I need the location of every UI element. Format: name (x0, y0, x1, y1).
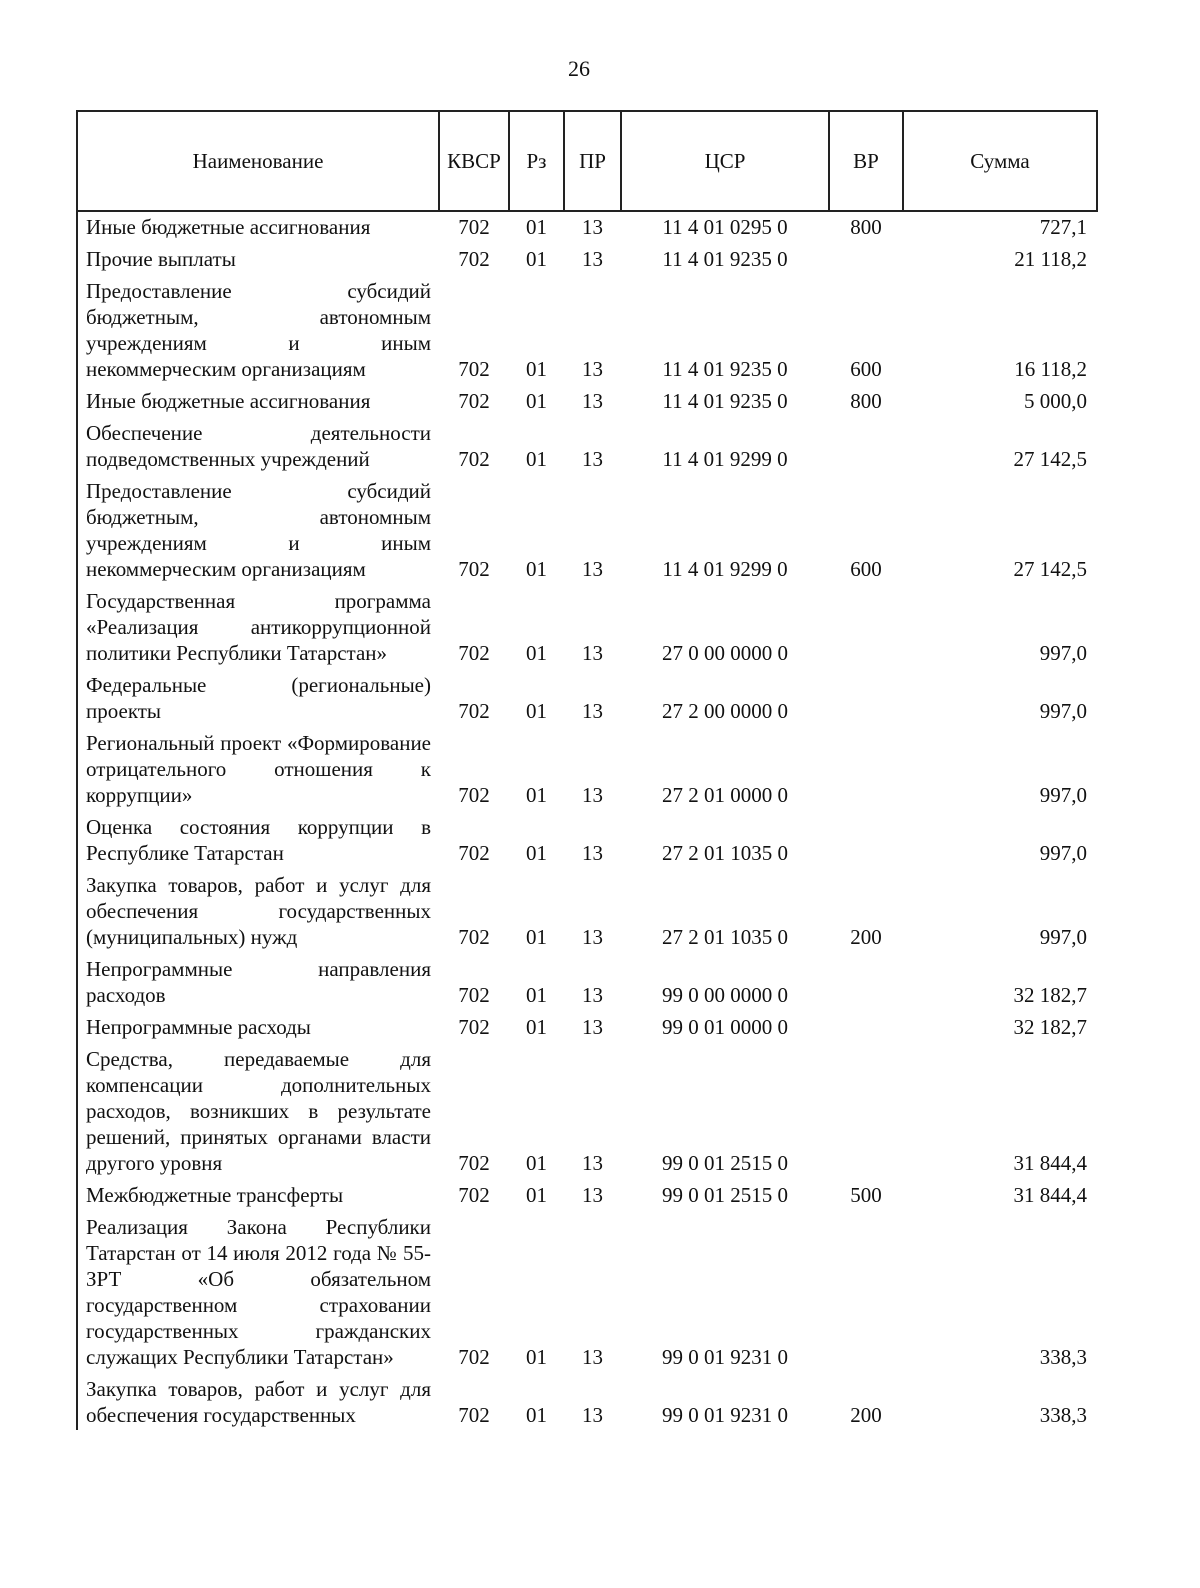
cell-rz: 01 (526, 1345, 547, 1369)
header-sum: Сумма (903, 111, 1097, 211)
cell-kvsr: 702 (458, 1403, 490, 1427)
cell-kvsr: 702 (458, 1151, 490, 1175)
cell-name: Оценка состояния коррупции в Республике Татарстан (77, 810, 439, 868)
cell-pr: 13 (582, 1345, 603, 1369)
cell-csr: 27 2 01 1035 0 (662, 925, 788, 949)
cell-sum: 32 182,7 (1013, 983, 1087, 1007)
cell-sum: 31 844,4 (1013, 1151, 1087, 1175)
cell-sum: 997,0 (1039, 841, 1087, 865)
cell-name: Закупка товаров, работ и услуг для обеспечения государственных (муниципальных) нужд (77, 868, 439, 952)
cell-csr: 11 4 01 9235 0 (662, 389, 788, 413)
table-row (77, 726, 1097, 810)
cell-vr: 600 (850, 357, 882, 381)
cell-vr (829, 1010, 903, 1042)
cell-kvsr: 702 (458, 641, 490, 665)
cell-pr: 13 (582, 557, 603, 581)
cell-pr: 13 (582, 699, 603, 723)
cell-csr: 99 0 01 0000 0 (662, 1015, 788, 1039)
cell-csr: 11 4 01 9235 0 (662, 247, 788, 271)
cell-csr: 27 0 00 0000 0 (662, 641, 788, 665)
budget-table (76, 110, 1098, 1430)
cell-vr: 200 (850, 925, 882, 949)
cell-vr (829, 668, 903, 726)
cell-pr: 13 (582, 983, 603, 1007)
cell-rz: 01 (526, 215, 547, 239)
table-row (77, 416, 1097, 474)
cell-rz: 01 (526, 641, 547, 665)
cell-vr: 800 (850, 389, 882, 413)
cell-kvsr: 702 (458, 447, 490, 471)
cell-sum: 997,0 (1039, 925, 1087, 949)
cell-rz: 01 (526, 557, 547, 581)
cell-rz: 01 (526, 1015, 547, 1039)
cell-vr (829, 584, 903, 668)
cell-rz: 01 (526, 925, 547, 949)
cell-csr: 99 0 01 2515 0 (662, 1183, 788, 1207)
table-row (77, 810, 1097, 868)
table-row (77, 868, 1097, 952)
table-row (77, 668, 1097, 726)
table-row (77, 1210, 1097, 1372)
cell-kvsr: 702 (458, 1183, 490, 1207)
cell-vr (829, 810, 903, 868)
cell-pr: 13 (582, 1151, 603, 1175)
table-body (77, 211, 1097, 1430)
table-row (77, 384, 1097, 416)
cell-pr: 13 (582, 641, 603, 665)
table-row (77, 1372, 1097, 1430)
cell-csr: 99 0 01 9231 0 (662, 1403, 788, 1427)
cell-name: Закупка товаров, работ и услуг для обеспечения государственных (77, 1372, 439, 1430)
cell-sum: 5 000,0 (1024, 389, 1087, 413)
cell-vr (829, 952, 903, 1010)
cell-vr (829, 242, 903, 274)
cell-pr: 13 (582, 783, 603, 807)
cell-kvsr: 702 (458, 841, 490, 865)
table-row (77, 1010, 1097, 1042)
cell-vr: 200 (850, 1403, 882, 1427)
cell-sum: 338,3 (1039, 1345, 1087, 1369)
cell-name: Непрограммные направления расходов (77, 952, 439, 1010)
cell-csr: 27 2 00 0000 0 (662, 699, 788, 723)
cell-sum: 16 118,2 (1014, 357, 1087, 381)
header-name: Наименование (77, 111, 439, 211)
cell-name: Государственная программа «Реализация антикоррупционной политики Республики Татарстан» (77, 584, 439, 668)
cell-kvsr: 702 (458, 699, 490, 723)
cell-vr (829, 726, 903, 810)
cell-pr: 13 (582, 1015, 603, 1039)
cell-rz: 01 (526, 1403, 547, 1427)
table-row (77, 474, 1097, 584)
cell-name: Прочие выплаты (77, 242, 439, 274)
cell-name: Иные бюджетные ассигнования (77, 384, 439, 416)
cell-rz: 01 (526, 983, 547, 1007)
cell-sum: 997,0 (1039, 641, 1087, 665)
cell-vr (829, 1210, 903, 1372)
table-row (77, 274, 1097, 384)
cell-sum: 338,3 (1039, 1403, 1087, 1427)
cell-name: Иные бюджетные ассигнования (77, 211, 439, 242)
table-row (77, 1178, 1097, 1210)
cell-vr: 500 (850, 1183, 882, 1207)
cell-pr: 13 (582, 357, 603, 381)
cell-rz: 01 (526, 699, 547, 723)
cell-csr: 11 4 01 0295 0 (662, 215, 788, 239)
cell-kvsr: 702 (458, 215, 490, 239)
cell-vr: 800 (850, 215, 882, 239)
cell-name: Средства, передаваемые для компенсации дополнительных расходов, возникших в результате решений, принятых органами власти другого уровня (77, 1042, 439, 1178)
cell-vr (829, 1042, 903, 1178)
cell-kvsr: 702 (458, 247, 490, 271)
cell-csr: 27 2 01 0000 0 (662, 783, 788, 807)
cell-rz: 01 (526, 447, 547, 471)
header-kvsr: КВСР (439, 111, 509, 211)
cell-name: Обеспечение деятельности подведомственных учреждений (77, 416, 439, 474)
cell-sum: 21 118,2 (1014, 247, 1087, 271)
cell-vr: 600 (850, 557, 882, 581)
cell-rz: 01 (526, 841, 547, 865)
cell-sum: 27 142,5 (1013, 447, 1087, 471)
cell-name: Непрограммные расходы (77, 1010, 439, 1042)
table-header (77, 111, 1097, 211)
cell-sum: 997,0 (1039, 699, 1087, 723)
cell-name: Предоставление субсидий бюджетным, автономным учреждениям и иным некоммерческим организациям (77, 474, 439, 584)
cell-sum: 727,1 (1039, 215, 1087, 239)
cell-kvsr: 702 (458, 925, 490, 949)
cell-pr: 13 (582, 1403, 603, 1427)
header-rz: Рз (509, 111, 564, 211)
cell-pr: 13 (582, 247, 603, 271)
cell-vr (829, 416, 903, 474)
cell-csr: 11 4 01 9235 0 (662, 357, 788, 381)
cell-kvsr: 702 (458, 557, 490, 581)
cell-sum: 27 142,5 (1013, 557, 1087, 581)
cell-csr: 99 0 01 2515 0 (662, 1151, 788, 1175)
cell-csr: 99 0 01 9231 0 (662, 1345, 788, 1369)
header-vr: ВР (829, 111, 903, 211)
cell-kvsr: 702 (458, 1345, 490, 1369)
cell-pr: 13 (582, 389, 603, 413)
cell-csr: 11 4 01 9299 0 (662, 447, 788, 471)
cell-csr: 27 2 01 1035 0 (662, 841, 788, 865)
table-row (77, 1042, 1097, 1178)
cell-name: Реализация Закона Республики Татарстан от 14 июля 2012 года № 55-ЗРТ «Об обязательном государственном страховании государственных гражданских служащих Республики Татарстан» (77, 1210, 439, 1372)
cell-pr: 13 (582, 447, 603, 471)
cell-kvsr: 702 (458, 983, 490, 1007)
cell-name: Межбюджетные трансферты (77, 1178, 439, 1210)
table-row (77, 242, 1097, 274)
cell-rz: 01 (526, 247, 547, 271)
cell-csr: 99 0 00 0000 0 (662, 983, 788, 1007)
cell-name: Предоставление субсидий бюджетным, автономным учреждениям и иным некоммерческим организациям (77, 274, 439, 384)
cell-sum: 997,0 (1039, 783, 1087, 807)
cell-pr: 13 (582, 925, 603, 949)
cell-name: Федеральные (региональные) проекты (77, 668, 439, 726)
cell-name: Региональный проект «Формирование отрицательного отношения к коррупции» (77, 726, 439, 810)
cell-kvsr: 702 (458, 357, 490, 381)
header-pr: ПР (564, 111, 621, 211)
header-csr: ЦСР (621, 111, 829, 211)
cell-rz: 01 (526, 389, 547, 413)
cell-sum: 31 844,4 (1013, 1183, 1087, 1207)
cell-csr: 11 4 01 9299 0 (662, 557, 788, 581)
table-row (77, 211, 1097, 242)
cell-rz: 01 (526, 1183, 547, 1207)
cell-kvsr: 702 (458, 783, 490, 807)
cell-pr: 13 (582, 215, 603, 239)
table-row (77, 952, 1097, 1010)
cell-kvsr: 702 (458, 1015, 490, 1039)
cell-pr: 13 (582, 841, 603, 865)
cell-rz: 01 (526, 357, 547, 381)
cell-pr: 13 (582, 1183, 603, 1207)
cell-sum: 32 182,7 (1013, 1015, 1087, 1039)
page-number: 26 (568, 56, 590, 81)
table-row (77, 584, 1097, 668)
cell-rz: 01 (526, 1151, 547, 1175)
cell-kvsr: 702 (458, 389, 490, 413)
cell-rz: 01 (526, 783, 547, 807)
